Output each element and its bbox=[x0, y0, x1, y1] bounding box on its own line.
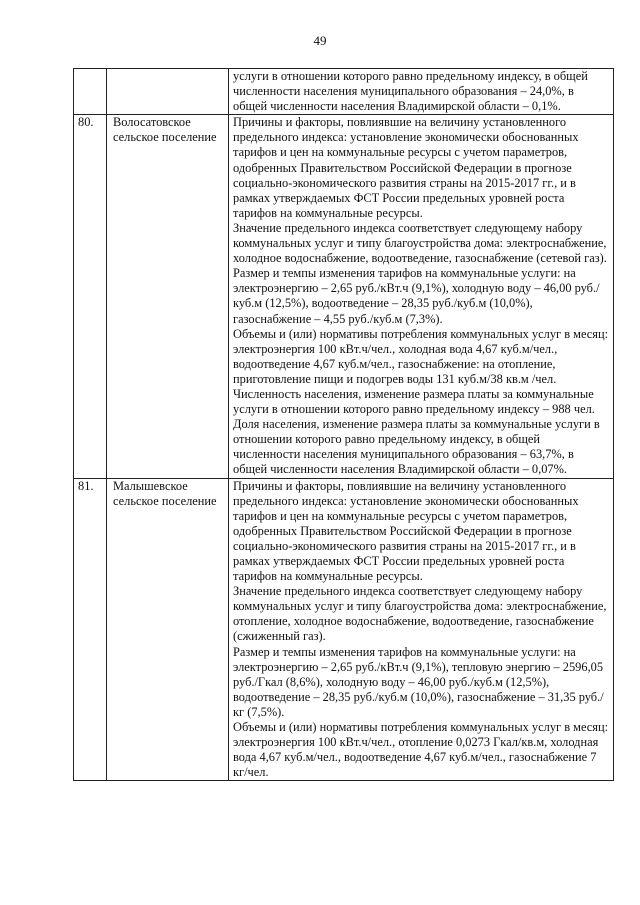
paragraph: Причины и факторы, повлиявшие на величину установленного предельного индекса: установление экономически обоснованных тарифов и цен на коммунальные ресурсы с учетом параметров, одобренных Правительством Российской Федерации в прогнозе социально-экономического развития страны на 2015-2017 гг., и в рамках утверждаемых ФСТ России предельных уровней роста тарифов на коммунальные ресурсы. bbox=[233, 115, 579, 220]
paragraph: Численность населения, изменение размера платы за коммунальные услуги в отношении которого равно предельному индексу – 988 чел. bbox=[233, 386, 595, 417]
paragraph: Доля населения, изменение размера платы за коммунальные услуги в отношении которого равно предельному индексу, в общей численности населения муниципального образования – 63,7%, в общей численности населения Владимирской области – 0,07%. bbox=[233, 417, 600, 477]
paragraph: Размер и темпы изменения тарифов на коммунальные услуги: на электроэнергию – 2,65 руб./кВт.ч (9,1%), тепловую энергию – 2596,05 руб./Гкал (8,6%), холодную воду – 46,00 руб./куб.м (12,5%), водоотведение – 28,35 руб./куб.м (10,0%), газоснабжение – 31,35 руб./кг (7,5%). bbox=[233, 644, 604, 719]
paragraph: Значение предельного индекса соответствует следующему набору коммунальных услуг и типу благоустройства дома: электроснабжение, холодное водоснабжение, водоотведение, газоснабжение (сетевой газ). bbox=[233, 220, 607, 266]
paragraph: Значение предельного индекса соответствует следующему набору коммунальных услуг и типу благоустройства дома: электроснабжение, отопление, холодное водоснабжение, водоотведение, газоснабжение (сжиженный газ). bbox=[233, 584, 607, 644]
paragraph: Причины и факторы, повлиявшие на величину установленного предельного индекса: установление экономически обоснованных тарифов и цен на коммунальные ресурсы с учетом параметров, одобренных Правительством Российской Федерации в прогнозе социально-экономического развития страны на 2015-2017 гг., и в рамках утверждаемых ФСТ России предельных уровней роста тарифов на коммунальные ресурсы. bbox=[233, 478, 579, 584]
row-description bbox=[229, 478, 614, 781]
paragraph: услуги в отношении которого равно предельному индексу, в общей численности населения муниципального образования – 24,0%, в общей численности населения Владимирской области – 0,1%. bbox=[233, 69, 588, 114]
row-description bbox=[229, 69, 614, 115]
table-row bbox=[74, 115, 614, 478]
paragraph: Объемы и (или) нормативы потребления коммунальных услуг в месяц: электроэнергия 100 кВт.ч/чел., холодная вода 4,67 куб.м/чел., водоотведение 4,67 куб.м/чел., газоснабжение: на отопление, приготовление пищи и подогрев воды 131 куб.м/38 кв.м /чел. bbox=[233, 326, 609, 386]
paragraph: Объемы и (или) нормативы потребления коммунальных услуг в месяц: электроэнергия 100 кВт.ч/чел., отопление 0,0273 Гкал/кв.м, холодная вода 4,67 куб.м/чел., водоотведение 4,67 куб.м/чел., газоснабжение 7 кг/чел. bbox=[233, 720, 609, 780]
row-number: 80. bbox=[74, 115, 107, 478]
row-number: 81. bbox=[74, 478, 107, 781]
row-description bbox=[229, 115, 614, 478]
table-row bbox=[74, 69, 614, 115]
table-row bbox=[74, 478, 614, 781]
municipality-name: Малышевское сельское поселение bbox=[107, 478, 229, 781]
municipality-name bbox=[107, 69, 229, 115]
index-table bbox=[73, 68, 614, 781]
paragraph: Размер и темпы изменения тарифов на коммунальные услуги: на электроэнергию – 2,65 руб./кВт.ч (9,1%), холодную воду – 46,00 руб./куб.м (12,5%), водоотведение – 28,35 руб./куб.м (10,0%), газоснабжение – 4,55 руб./куб.м (7,3%). bbox=[233, 266, 600, 326]
page-number: 49 bbox=[313, 33, 327, 48]
municipality-name: Волосатовское сельское поселение bbox=[107, 115, 229, 478]
row-number bbox=[74, 69, 107, 115]
